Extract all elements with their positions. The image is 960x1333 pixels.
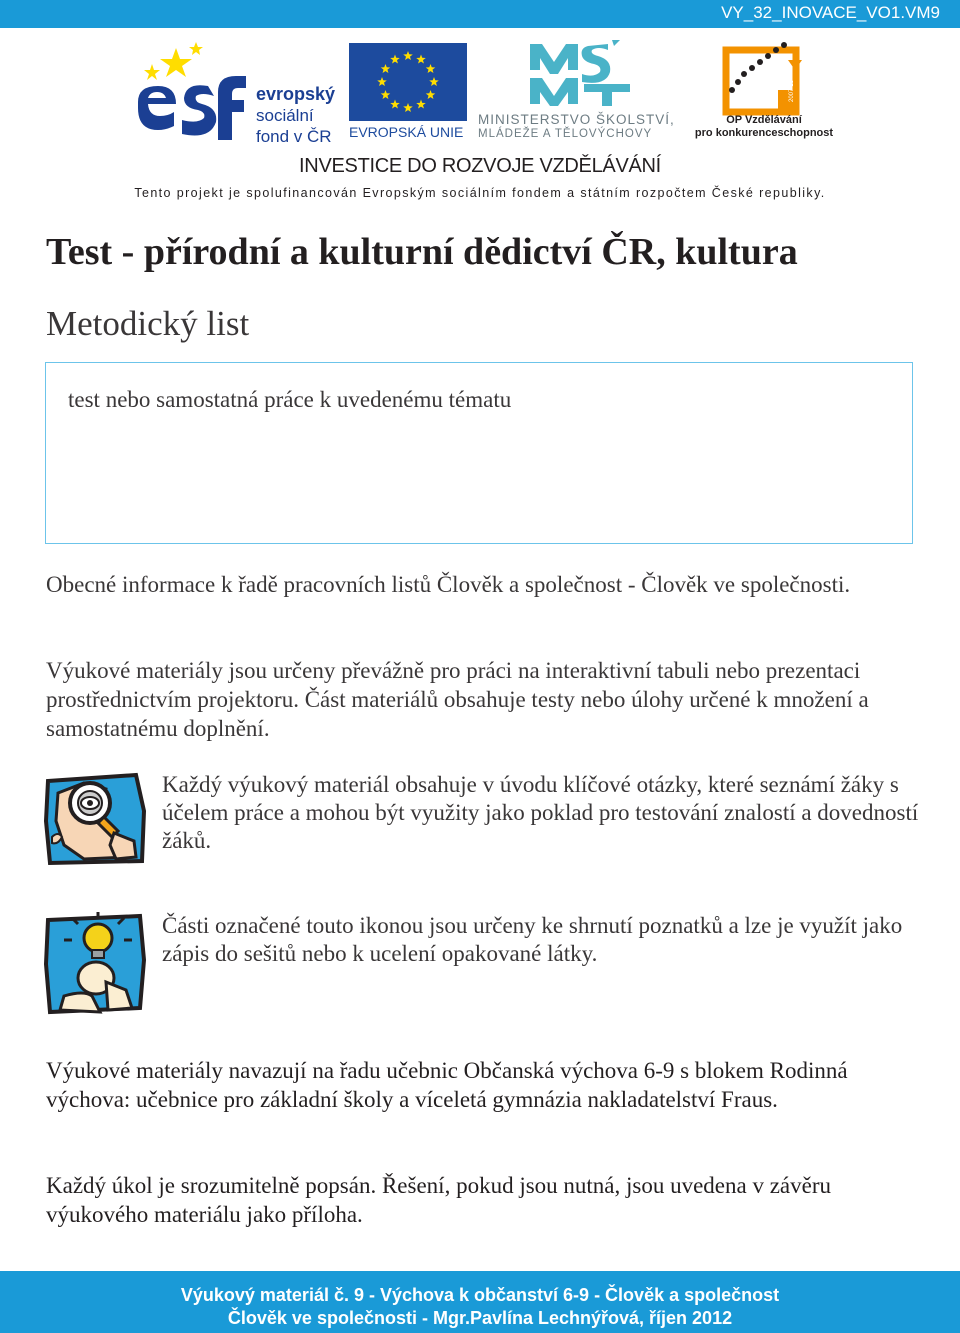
summary-note-text: Části označené touto ikonou jsou určeny ke shrnutí poznatků a lze je využít jako zápis do sešitů nebo k ucelení opakované látky.	[162, 913, 903, 966]
document-code: VY_32_INOVACE_VO1.VM9	[721, 3, 940, 22]
top-bar	[0, 0, 960, 28]
page-title: Test - přírodní a kulturní dědictví ČR, kultura	[46, 231, 798, 273]
solutions-paragraph: Každý úkol je srozumitelně popsán. Řešení, pokud jsou nutná, jsou uvedena v závěru výukového materiálu jako příloha.	[46, 1173, 832, 1227]
cofinancing-note: Tento projekt je spolufinancován Evropským sociálním fondem a státním rozpočtem České republiky.	[134, 186, 826, 200]
page-subtitle: Metodický list	[46, 304, 250, 343]
msmt-line-1: MINISTERSTVO ŠKOLSTVÍ,	[478, 112, 675, 127]
footer	[0, 1271, 960, 1333]
textbook-paragraph: Výukové materiály navazují na řadu učebnic Občanská výchova 6-9 s blokem Rodinná výchova: učebnice pro základní školy a víceletá gymnázia nakladatelství Fraus.	[46, 1058, 848, 1112]
op-line-1: OP Vzdělávání	[726, 114, 802, 126]
op-logo-text	[694, 114, 834, 140]
footer-line-2: Člověk ve společnosti - Mgr.Pavlína Lechnýřová, říjen 2012	[227, 1308, 733, 1328]
summary-box	[45, 362, 913, 544]
usage-paragraph: Výukové materiály jsou určeny převážně pro práci na interaktivní tabuli nebo prezentaci prostřednictvím projektoru. Část materiálů obsahuje testy nebo úlohy určené k množení a samostatnému doplnění.	[46, 658, 869, 741]
msmt-logo-icon	[528, 40, 632, 108]
op-years: 2007-13	[789, 79, 795, 102]
footer-line-1: Výukový materiál č. 9 - Výchova k občanství 6-9 - Člověk a společnost	[180, 1285, 780, 1305]
key-questions-text: Každý výukový materiál obsahuje v úvodu klíčové otázky, které seznámí žáky s účelem práce a mohou být využity jako poklad pro testování znalostí a dovedností žáků.	[162, 772, 919, 853]
op-line-2: pro konkurenceschopnost	[694, 127, 834, 139]
esf-logo-icon	[136, 42, 248, 140]
esf-line-1: evropský	[256, 84, 336, 104]
summary-text: test nebo samostatná práce k uvedenému tématu	[68, 387, 512, 412]
msmt-line-2: MLÁDEŽE A TĚLOVÝCHOVY	[478, 128, 653, 140]
msmt-logo-text	[478, 112, 688, 142]
esf-logo-text	[256, 84, 335, 147]
eu-label: EVROPSKÁ UNIE	[349, 124, 464, 140]
op-logo-icon	[718, 40, 806, 122]
investice-heading: INVESTICE DO ROZVOJE VZDĚLÁVÁNÍ	[299, 155, 661, 177]
eu-flag-icon	[349, 43, 467, 121]
lightbulb-thinker-icon	[44, 912, 148, 1016]
general-info-paragraph: Obecné informace k řadě pracovních listů Člověk a společnost - Člověk ve společnosti.	[46, 572, 851, 597]
esf-line-3: fond v ČR	[256, 127, 332, 146]
magnifier-hand-icon	[44, 771, 148, 867]
esf-line-2: sociální	[256, 106, 314, 125]
